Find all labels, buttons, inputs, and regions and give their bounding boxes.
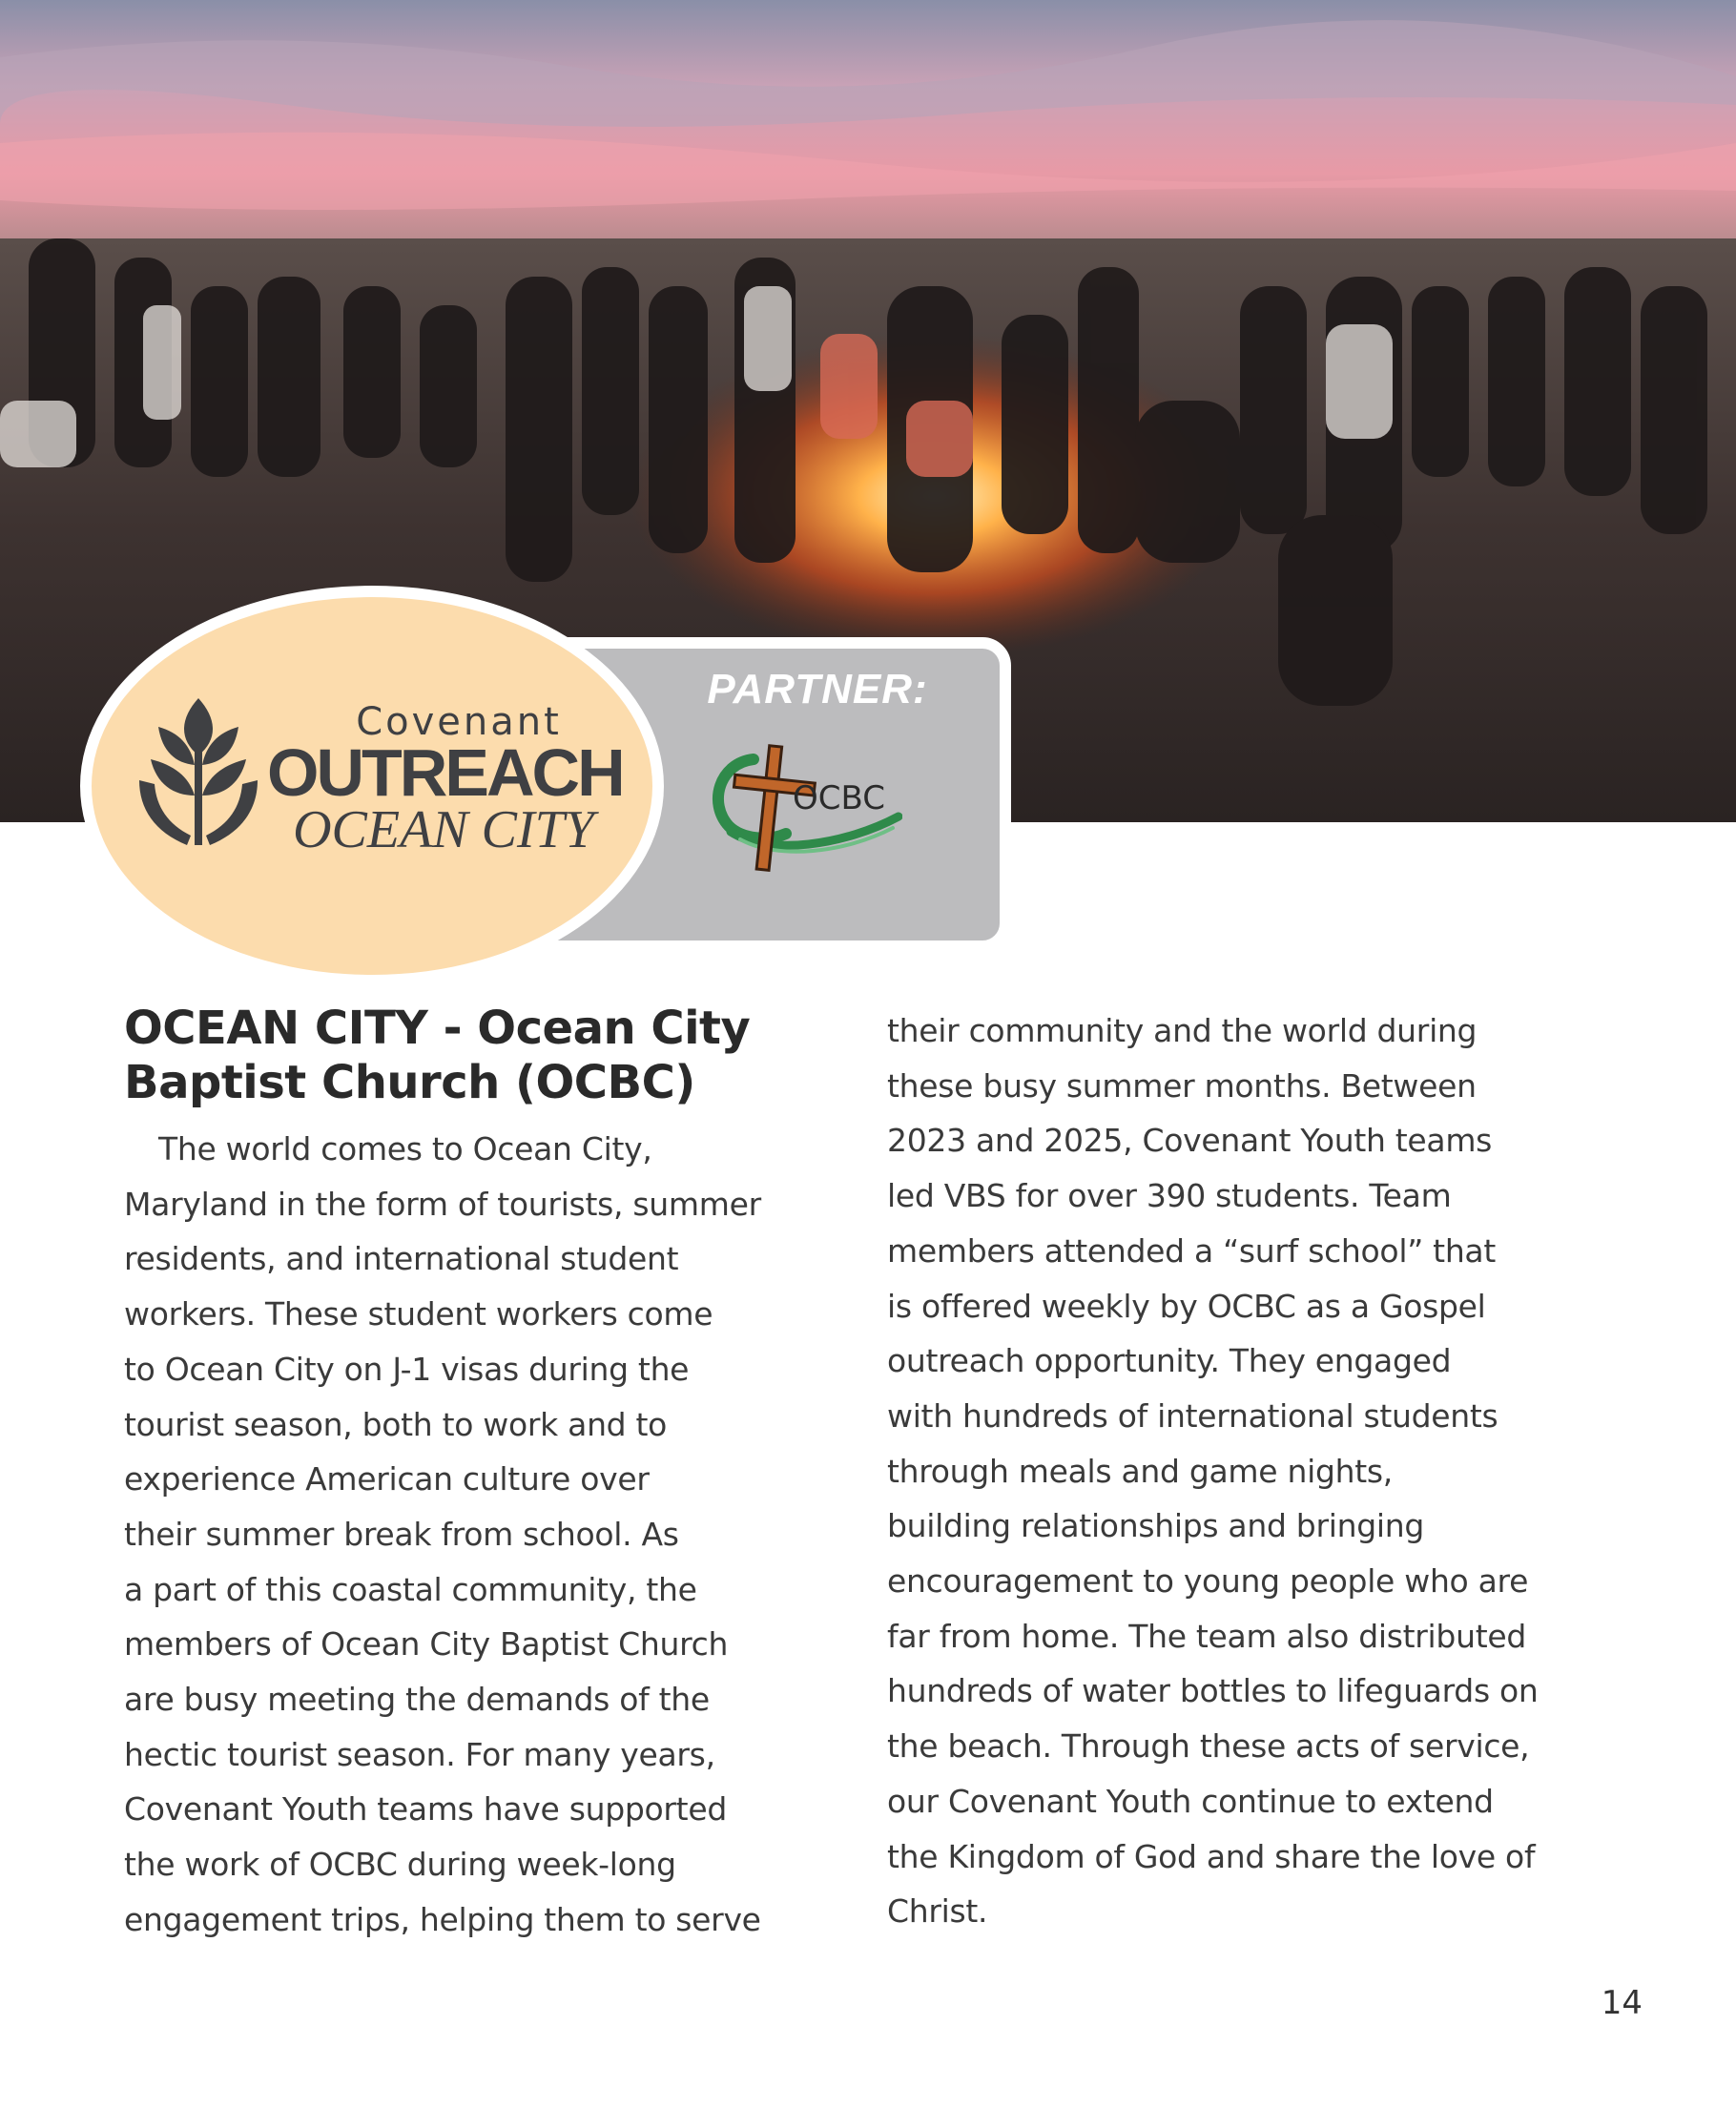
text-line: tourist season, both to work and to <box>124 1405 668 1443</box>
text-line: led VBS for over 390 students. Team <box>887 1177 1452 1215</box>
text-line: experience American culture over <box>124 1460 650 1498</box>
text-line: their community and the world during <box>887 1012 1478 1049</box>
text-line: The world comes to Ocean City, <box>158 1130 652 1168</box>
partner-label: PARTNER: <box>707 666 928 713</box>
ocbc-logo <box>702 740 902 878</box>
article-heading-line-2: Baptist Church (OCBC) <box>124 1056 695 1109</box>
article-left-column <box>124 1002 849 1948</box>
text-line: Christ. <box>887 1892 988 1931</box>
text-line: outreach opportunity. They engaged <box>887 1342 1452 1380</box>
text-line: building relationships and bringing <box>887 1507 1424 1545</box>
text-line: the work of OCBC during week-long <box>124 1846 676 1884</box>
ocbc-logo-text: OCBC <box>793 779 885 817</box>
text-line: to Ocean City on J-1 visas during the <box>124 1350 690 1388</box>
text-line: with hundreds of international students <box>887 1396 1498 1435</box>
text-line: residents, and international student <box>124 1240 679 1278</box>
text-line: encouragement to young people who are <box>887 1562 1529 1601</box>
text-line: Covenant Youth teams have supported <box>124 1790 727 1829</box>
hands-plant-icon <box>137 692 261 859</box>
text-line: Maryland in the form of tourists, summer <box>124 1185 761 1223</box>
text-line: members of Ocean City Baptist Church <box>124 1625 729 1664</box>
article-body-right <box>887 1003 1631 1939</box>
text-line: hectic tourist season. For many years, <box>124 1735 715 1773</box>
text-line: far from home. The team also distributed <box>887 1617 1526 1655</box>
article-heading-line-1: OCEAN CITY - Ocean City <box>124 1002 751 1055</box>
logo-ocean-city-text: OCEAN CITY <box>293 800 594 859</box>
text-line: our Covenant Youth continue to extend <box>887 1782 1494 1820</box>
logo-outreach-text: OUTREACH <box>267 735 623 810</box>
text-line: hundreds of water bottles to lifeguards on <box>887 1672 1539 1710</box>
article-heading <box>124 1002 849 1110</box>
text-line: 2023 and 2025, Covenant Youth teams <box>887 1122 1493 1160</box>
text-line: the Kingdom of God and share the love of <box>887 1837 1536 1875</box>
text-line: these busy summer months. Between <box>887 1066 1477 1105</box>
text-line: their summer break from school. As <box>124 1515 679 1553</box>
text-line: through meals and game nights, <box>887 1452 1393 1490</box>
text-line: engagement trips, helping them to serve <box>124 1900 761 1938</box>
text-line: is offered weekly by OCBC as a Gospel <box>887 1287 1486 1325</box>
logo-covenant-text: Covenant <box>356 700 562 744</box>
text-line: members attended a “surf school” that <box>887 1231 1496 1270</box>
text-line: workers. These student workers come <box>124 1295 713 1333</box>
article-body-left <box>124 1122 849 1948</box>
text-line: a part of this coastal community, the <box>124 1570 697 1608</box>
text-line: are busy meeting the demands of the <box>124 1681 710 1719</box>
text-line: the beach. Through these acts of service, <box>887 1727 1530 1766</box>
article-right-column <box>887 1003 1631 1939</box>
page-number: 14 <box>1601 1984 1643 2022</box>
